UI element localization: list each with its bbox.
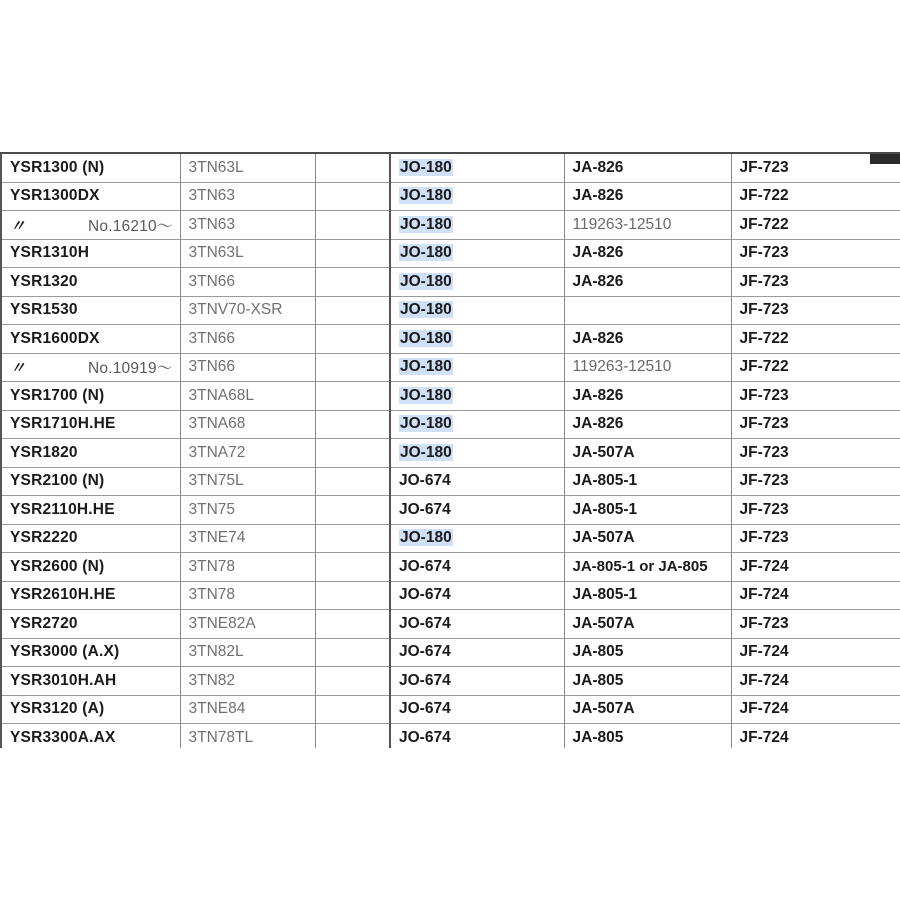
oil-filter-code: JO-674 bbox=[399, 557, 451, 575]
oil-filter-cell bbox=[390, 353, 564, 382]
oil-filter-code: JO-180 bbox=[400, 386, 452, 404]
oil-filter-cell bbox=[390, 268, 564, 297]
table-row bbox=[1, 382, 900, 411]
air-filter-cell: JA-805-1 bbox=[564, 467, 731, 496]
table-row bbox=[1, 353, 900, 382]
model-cell: YSR3120 (A) bbox=[1, 695, 180, 724]
model-cell: YSR3010H.AH bbox=[1, 667, 180, 696]
engine-cell: 3TN63L bbox=[180, 239, 315, 268]
model-cell: YSR2600 (N) bbox=[1, 553, 180, 582]
air-filter-cell: JA-507A bbox=[564, 695, 731, 724]
fuel-filter-cell: JF-723 bbox=[731, 467, 900, 496]
model-cell: YSR2100 (N) bbox=[1, 467, 180, 496]
parts-table bbox=[0, 152, 900, 748]
oil-filter-cell bbox=[390, 182, 564, 211]
fuel-filter-cell: JF-723 bbox=[731, 524, 900, 553]
engine-cell: 3TN66 bbox=[180, 353, 315, 382]
model-cell bbox=[1, 353, 180, 382]
oil-filter-cell bbox=[390, 610, 564, 639]
ditto-mark: 〃 bbox=[10, 360, 26, 378]
blank-cell bbox=[315, 382, 390, 411]
oil-filter-cell bbox=[390, 467, 564, 496]
table-row bbox=[1, 610, 900, 639]
model-cell: YSR1600DX bbox=[1, 325, 180, 354]
oil-filter-code: JO-674 bbox=[399, 728, 451, 746]
model-cell: YSR3300A.AX bbox=[1, 724, 180, 749]
oil-filter-code: JO-180 bbox=[400, 358, 452, 376]
table-row bbox=[1, 268, 900, 297]
model-cell: YSR2220 bbox=[1, 524, 180, 553]
oil-filter-cell bbox=[390, 382, 564, 411]
engine-cell: 3TN63 bbox=[180, 182, 315, 211]
air-filter-cell: JA-826 bbox=[564, 153, 731, 182]
air-filter-cell: JA-805-1 bbox=[564, 581, 731, 610]
oil-filter-code: JO-180 bbox=[400, 301, 452, 319]
table-row bbox=[1, 439, 900, 468]
fuel-filter-cell: JF-722 bbox=[731, 211, 900, 240]
air-filter-cell: JA-826 bbox=[564, 410, 731, 439]
air-filter-cell: JA-826 bbox=[564, 382, 731, 411]
blank-cell bbox=[315, 296, 390, 325]
model-cell: YSR1530 bbox=[1, 296, 180, 325]
oil-filter-code: JO-180 bbox=[400, 415, 452, 433]
blank-cell bbox=[315, 695, 390, 724]
air-filter-cell: 119263-12510 bbox=[564, 211, 731, 240]
oil-filter-cell bbox=[390, 439, 564, 468]
blank-cell bbox=[315, 239, 390, 268]
table-row bbox=[1, 667, 900, 696]
oil-filter-cell bbox=[390, 667, 564, 696]
engine-cell: 3TN66 bbox=[180, 325, 315, 354]
fuel-filter-cell: JF-722 bbox=[731, 353, 900, 382]
oil-filter-cell bbox=[390, 211, 564, 240]
oil-filter-code: JO-180 bbox=[400, 187, 452, 205]
engine-cell: 3TNE82A bbox=[180, 610, 315, 639]
oil-filter-code: JO-180 bbox=[400, 329, 452, 347]
blank-cell bbox=[315, 610, 390, 639]
air-filter-cell: JA-805 bbox=[564, 724, 731, 749]
oil-filter-cell bbox=[390, 239, 564, 268]
air-filter-cell: JA-507A bbox=[564, 439, 731, 468]
oil-filter-cell bbox=[390, 496, 564, 525]
fuel-filter-cell: JF-722 bbox=[731, 182, 900, 211]
table-row bbox=[1, 182, 900, 211]
oil-filter-cell bbox=[390, 695, 564, 724]
table-row bbox=[1, 296, 900, 325]
oil-filter-code: JO-674 bbox=[399, 671, 451, 689]
fuel-filter-cell: JF-724 bbox=[731, 581, 900, 610]
fuel-filter-cell: JF-724 bbox=[731, 667, 900, 696]
engine-cell: 3TN63 bbox=[180, 211, 315, 240]
model-cell: YSR1700 (N) bbox=[1, 382, 180, 411]
fuel-filter-cell: JF-724 bbox=[731, 638, 900, 667]
air-filter-cell: JA-826 bbox=[564, 325, 731, 354]
oil-filter-code: JO-674 bbox=[399, 700, 451, 718]
air-filter-cell: 119263-12510 bbox=[564, 353, 731, 382]
engine-cell: 3TN75L bbox=[180, 467, 315, 496]
fuel-filter-cell: JF-723 bbox=[731, 268, 900, 297]
fuel-filter-cell: JF-723 bbox=[731, 496, 900, 525]
oil-filter-cell bbox=[390, 410, 564, 439]
air-filter-cell: JA-805 bbox=[564, 667, 731, 696]
blank-cell bbox=[315, 553, 390, 582]
fuel-filter-cell: JF-724 bbox=[731, 695, 900, 724]
engine-cell: 3TN78TL bbox=[180, 724, 315, 749]
model-cell: YSR2720 bbox=[1, 610, 180, 639]
blank-cell bbox=[315, 353, 390, 382]
engine-cell: 3TN66 bbox=[180, 268, 315, 297]
engine-cell: 3TN78 bbox=[180, 581, 315, 610]
fuel-filter-cell: JF-722 bbox=[731, 325, 900, 354]
oil-filter-cell bbox=[390, 638, 564, 667]
table-row bbox=[1, 153, 900, 182]
air-filter-cell bbox=[564, 296, 731, 325]
blank-cell bbox=[315, 268, 390, 297]
blank-cell bbox=[315, 467, 390, 496]
table-row bbox=[1, 211, 900, 240]
oil-filter-cell bbox=[390, 724, 564, 749]
table-row bbox=[1, 467, 900, 496]
model-cell: YSR2610H.HE bbox=[1, 581, 180, 610]
engine-cell: 3TNA72 bbox=[180, 439, 315, 468]
oil-filter-code: JO-674 bbox=[399, 614, 451, 632]
fuel-filter-cell: JF-723 bbox=[731, 296, 900, 325]
oil-filter-cell bbox=[390, 153, 564, 182]
model-cell: YSR1710H.HE bbox=[1, 410, 180, 439]
engine-cell: 3TNA68L bbox=[180, 382, 315, 411]
parts-table-sheet bbox=[0, 152, 900, 748]
blank-cell bbox=[315, 496, 390, 525]
engine-cell: 3TN82L bbox=[180, 638, 315, 667]
engine-cell: 3TNE74 bbox=[180, 524, 315, 553]
oil-filter-code: JO-180 bbox=[400, 443, 452, 461]
fuel-filter-cell: JF-723 bbox=[731, 239, 900, 268]
blank-cell bbox=[315, 153, 390, 182]
blank-cell bbox=[315, 724, 390, 749]
model-cell: YSR3000 (A.X) bbox=[1, 638, 180, 667]
table-row bbox=[1, 496, 900, 525]
table-row bbox=[1, 325, 900, 354]
oil-filter-code: JO-180 bbox=[400, 529, 452, 547]
air-filter-cell: JA-826 bbox=[564, 239, 731, 268]
blank-cell bbox=[315, 439, 390, 468]
engine-cell: 3TNA68 bbox=[180, 410, 315, 439]
fuel-filter-cell: JF-723 bbox=[731, 439, 900, 468]
serial-number: No.16210～ bbox=[88, 217, 173, 235]
oil-filter-cell bbox=[390, 553, 564, 582]
table-body bbox=[1, 153, 900, 748]
engine-cell: 3TNE84 bbox=[180, 695, 315, 724]
fuel-filter-cell: JF-724 bbox=[731, 553, 900, 582]
oil-filter-code: JO-180 bbox=[400, 272, 452, 290]
model-cell: YSR1310H bbox=[1, 239, 180, 268]
fuel-filter-cell: JF-723 bbox=[731, 153, 900, 182]
oil-filter-cell bbox=[390, 581, 564, 610]
engine-cell: 3TN75 bbox=[180, 496, 315, 525]
oil-filter-code: JO-180 bbox=[400, 215, 452, 233]
fuel-filter-cell: JF-724 bbox=[731, 724, 900, 749]
blank-cell bbox=[315, 325, 390, 354]
fuel-filter-cell: JF-723 bbox=[731, 610, 900, 639]
oil-filter-code: JO-180 bbox=[400, 244, 452, 262]
air-filter-cell: JA-507A bbox=[564, 610, 731, 639]
ditto-mark: 〃 bbox=[10, 217, 26, 235]
blank-cell bbox=[315, 410, 390, 439]
model-cell: YSR1820 bbox=[1, 439, 180, 468]
blank-cell bbox=[315, 211, 390, 240]
model-cell: YSR1300 (N) bbox=[1, 153, 180, 182]
table-row bbox=[1, 410, 900, 439]
blank-cell bbox=[315, 638, 390, 667]
table-row bbox=[1, 695, 900, 724]
engine-cell: 3TN63L bbox=[180, 153, 315, 182]
table-row bbox=[1, 638, 900, 667]
engine-cell: 3TNV70-XSR bbox=[180, 296, 315, 325]
oil-filter-code: JO-674 bbox=[399, 586, 451, 604]
blank-cell bbox=[315, 667, 390, 696]
table-row bbox=[1, 553, 900, 582]
air-filter-cell: JA-826 bbox=[564, 268, 731, 297]
engine-cell: 3TN78 bbox=[180, 553, 315, 582]
blank-cell bbox=[315, 581, 390, 610]
oil-filter-cell bbox=[390, 325, 564, 354]
table-row bbox=[1, 581, 900, 610]
table-row bbox=[1, 724, 900, 749]
table-row bbox=[1, 239, 900, 268]
oil-filter-code: JO-180 bbox=[400, 158, 452, 176]
fuel-filter-cell: JF-723 bbox=[731, 410, 900, 439]
air-filter-cell: JA-805 bbox=[564, 638, 731, 667]
model-cell bbox=[1, 211, 180, 240]
serial-number: No.10919～ bbox=[88, 360, 173, 378]
air-filter-cell: JA-507A bbox=[564, 524, 731, 553]
oil-filter-code: JO-674 bbox=[399, 472, 451, 490]
oil-filter-cell bbox=[390, 296, 564, 325]
blank-cell bbox=[315, 182, 390, 211]
engine-cell: 3TN82 bbox=[180, 667, 315, 696]
blank-cell bbox=[315, 524, 390, 553]
model-cell: YSR1300DX bbox=[1, 182, 180, 211]
air-filter-cell: JA-826 bbox=[564, 182, 731, 211]
fuel-filter-cell: JF-723 bbox=[731, 382, 900, 411]
model-cell: YSR2110H.HE bbox=[1, 496, 180, 525]
oil-filter-code: JO-674 bbox=[399, 500, 451, 518]
model-cell: YSR1320 bbox=[1, 268, 180, 297]
oil-filter-code: JO-674 bbox=[399, 643, 451, 661]
air-filter-cell: JA-805-1 bbox=[564, 496, 731, 525]
air-filter-cell: JA-805-1 or JA-805 bbox=[564, 553, 731, 582]
oil-filter-cell bbox=[390, 524, 564, 553]
table-row bbox=[1, 524, 900, 553]
